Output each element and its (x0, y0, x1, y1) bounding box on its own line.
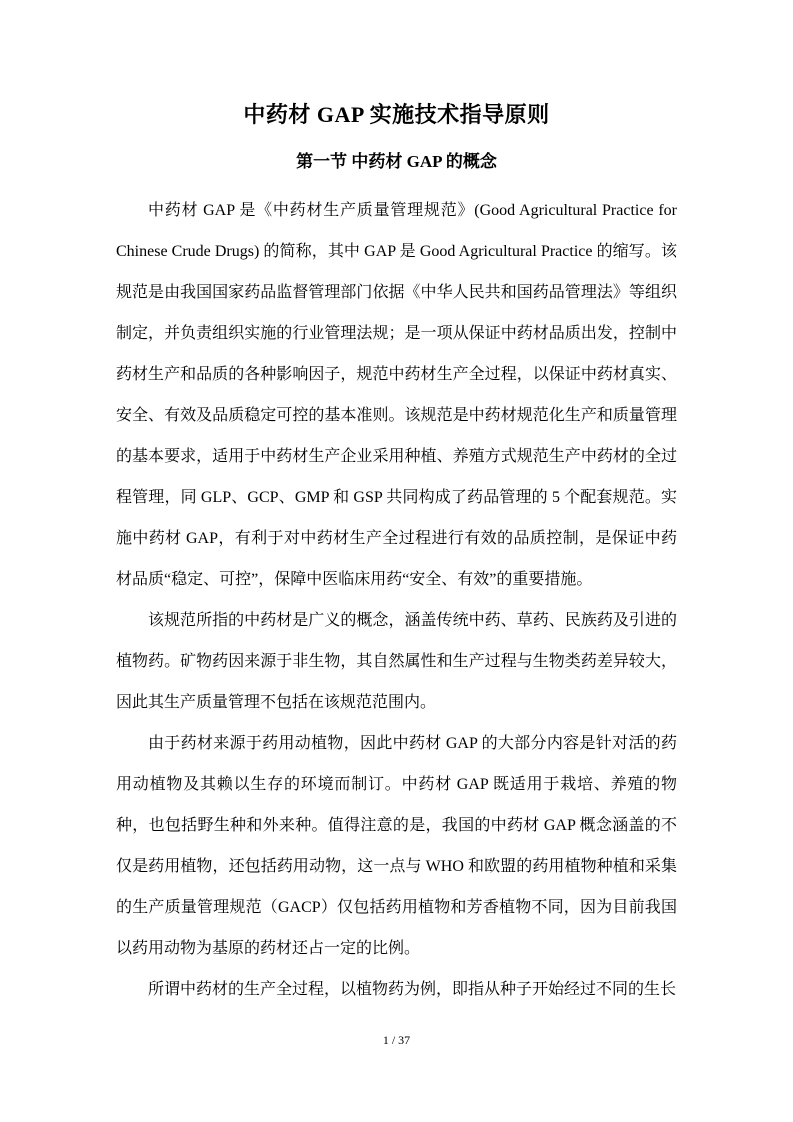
paragraph-4: 所谓中药材的生产全过程，以植物药为例，即指从种子开始经过不同的生长 (148, 981, 677, 998)
section-heading: 第一节 中药材 GAP 的概念 (296, 152, 497, 171)
page-footer (0, 1033, 793, 1048)
paragraph-1: 中药材 GAP 是《中药材生产质量管理规范》(Good Agricultural Practice for Chinese Crude Drugs) 的简称，其中 GAP 是 Good Agricultural Practice 的缩写。该规范是由我国国家药品监督管理部门依据《中华人民共和国药品管理法》等组织制定，并负责组织实施的行业管理法规；是一项从保证中药材品质出发，控制中药材生产和品质的各种影响因子，规范中药材生产全过程，以保证中药材真实、安全、有效及品质稳定可控的基本准则。该规范是中药材规范化生产和质量管理的基本要求，适用于中药材生产企业采用种植、养殖方式规范生产中药材的全过程管理，同 GLP、GCP、GMP 和 GSP 共同构成了药品管理的 5 个配套规范。实施中药材 GAP，有利于对中药材生产全过程进行有效的品质控制，是保证中药材品质“稳定、可控”，保障中医临床用药“安全、有效”的重要措施。 (116, 202, 677, 588)
paragraph-3: 由于药材来源于药用动植物，因此中药材 GAP 的大部分内容是针对活的药用动植物及其赖以生存的环境而制订。中药材 GAP 既适用于栽培、养殖的物种，也包括野生种和外来种。值得注意的是，我国的中药材 GAP 概念涵盖的不仅是药用植物，还包括药用动物，这一点与 WHO 和欧盟的药用植物种植和采集的生产质量管理规范（GACP）仅包括药用植物和芳香植物不同，因为目前我国以药用动物为基原的药材还占一定的比例。 (116, 735, 677, 957)
document-title: 中药材 GAP 实施技术指导原则 (243, 102, 550, 127)
page-number: 1 / 37 (382, 1033, 411, 1047)
paragraph-2: 该规范所指的中药材是广义的概念，涵盖传统中药、草药、民族药及引进的植物药。矿物药因来源于非生物，其自然属性和生产过程与生物类药差异较大，因此其生产质量管理不包括在该规范范围内。 (116, 612, 677, 711)
